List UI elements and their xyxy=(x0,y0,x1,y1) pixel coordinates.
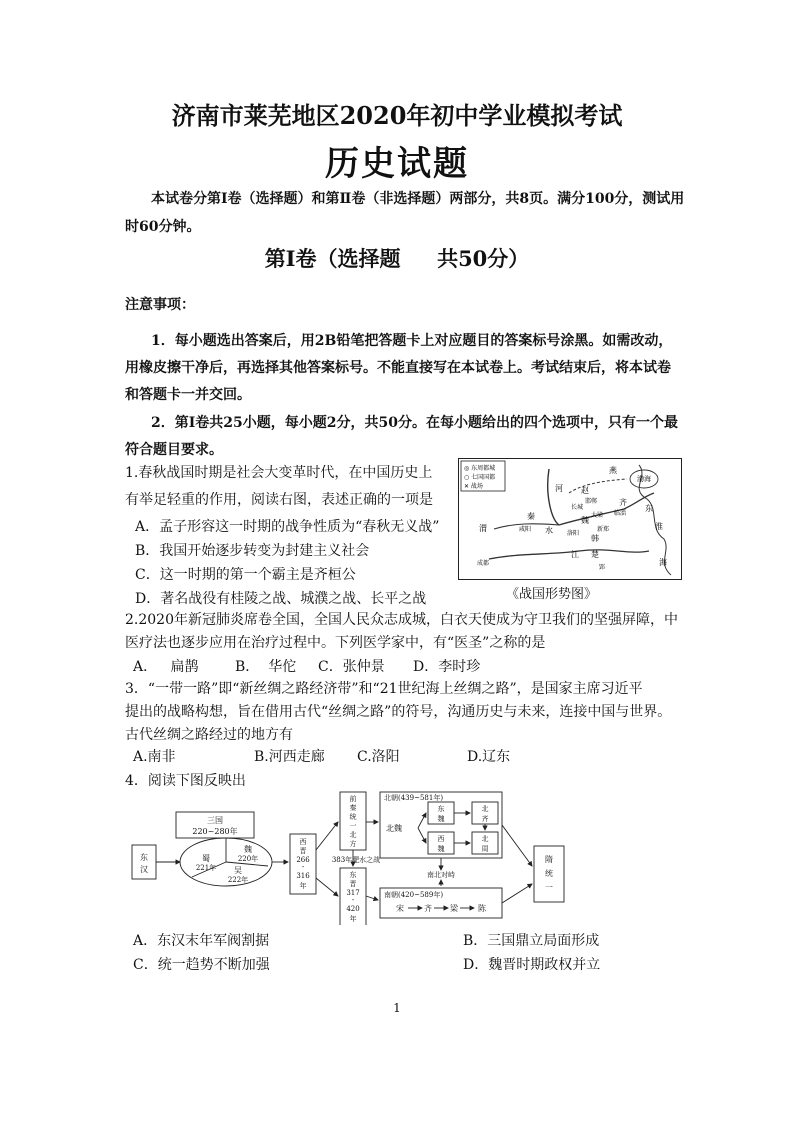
section-title: 第Ⅰ卷（选择题 共50分） xyxy=(264,246,530,271)
q1-stem-line2: 有举足轻重的作用，阅读右图，表述正确的一项是 xyxy=(125,492,433,508)
diag-xijin-6: 年 xyxy=(299,882,307,890)
diag-sui-3: 一 xyxy=(545,883,553,892)
diag-qianqin-6: 方 xyxy=(349,840,357,848)
diag-xijin-2: 晋 xyxy=(299,847,307,855)
diag-dongjin-6: 年 xyxy=(349,915,357,923)
notice-label: 注意事项： xyxy=(125,297,195,313)
diag-dongjin-1: 东 xyxy=(349,871,357,879)
q3-option-a: A.南非 xyxy=(133,749,176,765)
diag-qianqin-4: 一 xyxy=(349,822,357,830)
diag-dongwei-2: 魏 xyxy=(437,815,445,823)
diag-sanguo-years: 220~280年 xyxy=(192,827,238,836)
diag-dongwei-1: 东 xyxy=(437,805,445,813)
q3-option-b: B.河西走廊 xyxy=(254,749,325,765)
diag-nanbei: 南北对峙 xyxy=(427,871,455,879)
notice-1: 1．每小题选出答案后，用2B铅笔把答题卡上对应题目的答案标号涂黑。如需改动，用橡皮擦干净后，再选择其他答案标号。不能直接写在本试卷上。考试结束后，将本试卷和答题卡一并交回。 xyxy=(125,333,673,403)
q4-option-d: D．魏晋时期政权并立 xyxy=(463,957,601,973)
map-label-huai: 淮 xyxy=(655,522,663,531)
page-number: 1 xyxy=(393,1001,401,1015)
map-label-xinzheng: 新郑 xyxy=(597,526,610,533)
map-label-chengdu: 成都 xyxy=(477,560,490,567)
diag-chen: 陈 xyxy=(478,904,486,913)
q2-option-c: C．张仲景 xyxy=(318,659,385,675)
diag-xijin-3: 266 xyxy=(296,856,310,864)
diag-wei: 魏 xyxy=(244,845,252,854)
dynasty-flow-diagram xyxy=(130,790,570,929)
q4-option-b: B．三国鼎立局面形成 xyxy=(463,933,600,949)
diag-sanguo: 三国 xyxy=(207,816,223,825)
map-label-he: 河 xyxy=(555,484,563,493)
q4-stem: 4．阅读下图反映出 xyxy=(125,773,246,789)
map-label-ying: 郢 xyxy=(599,564,606,571)
q2-option-d: D．李时珍 xyxy=(413,659,481,675)
map-label-chu: 楚 xyxy=(591,550,599,559)
diag-donghan-1: 东 xyxy=(140,853,148,862)
diag-wu-year: 222年 xyxy=(227,876,249,884)
exam-subtitle: 历史试题 xyxy=(325,144,469,184)
diag-shu: 蜀 xyxy=(202,854,210,863)
diag-qianqin-2: 秦 xyxy=(349,804,357,812)
map-label-jiang: 江 xyxy=(571,550,579,559)
map-label-xianyang: 咸阳 xyxy=(519,526,532,533)
map-label-changcheng: 长城 xyxy=(571,504,584,511)
map-label-yan: 燕 xyxy=(609,466,617,475)
diag-dongjin-2: 晋 xyxy=(349,880,357,888)
diag-shu-year: 221年 xyxy=(195,864,217,872)
diag-beizhou-1: 北 xyxy=(481,835,489,843)
map-label-shui: 水 xyxy=(545,526,553,535)
map-label-wei: 魏 xyxy=(581,516,589,525)
diag-beichao: 北朝(439~581年) xyxy=(384,794,444,802)
map-label-handan: 邯郸 xyxy=(585,498,598,505)
warring-states-map xyxy=(458,458,682,580)
q4-option-c: C．统一趋势不断加强 xyxy=(133,957,270,973)
diag-wei-year: 220年 xyxy=(237,855,259,863)
exam-title: 济南市莱芜地区2020年初中学业模拟考试 xyxy=(171,101,623,130)
diag-qianqin-5: 北 xyxy=(349,831,357,839)
diag-liang: 梁 xyxy=(450,904,458,913)
exam-intro: 本试卷分第Ⅰ卷（选择题）和第Ⅱ卷（非选择题）两部分，共8页。满分100分，测试用时60分钟。 xyxy=(125,191,685,235)
map-label-luoyang: 洛阳 xyxy=(567,530,580,537)
map-label-qin: 秦 xyxy=(527,512,535,521)
map-label-hai: 海 xyxy=(659,558,667,567)
q2-option-b: B． 华佗 xyxy=(235,659,297,675)
q3-stem-line1: 3．“一带一路”即“新丝绸之路经济带”和“21世纪海上丝绸之路”，是国家主席习近平 xyxy=(125,681,643,697)
diag-beiqi-1: 北 xyxy=(481,805,489,813)
notice-2: 2．第Ⅰ卷共25小题，每小题2分，共50分。在每小题给出的四个选项中，只有一个最符合题目要求。 xyxy=(125,415,678,458)
diag-qi: 齐 xyxy=(424,904,432,913)
map-label-qi: 齐 xyxy=(619,498,627,507)
map-label-dong: 东 xyxy=(645,504,653,513)
map-label-han: 韩 xyxy=(591,534,599,543)
q3-stem-line3: 古代丝绸之路经过的地方有 xyxy=(125,727,293,743)
q1-stem-line1: 1.春秋战国时期是社会大变革时代，在中国历史上 xyxy=(125,465,433,481)
diag-sui-1: 隋 xyxy=(545,855,553,864)
diag-sui-2: 统 xyxy=(545,869,553,878)
q2-option-a: A． 扁鹊 xyxy=(133,659,199,675)
diag-wu: 吴 xyxy=(234,866,242,875)
diag-xiwei-1: 西 xyxy=(437,835,445,843)
q3-option-c: C.洛阳 xyxy=(357,749,400,765)
map-legend-2: ○ 七国国都 xyxy=(464,474,496,481)
diag-dongjin-5: 420 xyxy=(346,905,360,913)
map-caption: 《战国形势图》 xyxy=(506,587,598,602)
diag-feishui: 383年淝水之战 xyxy=(331,856,381,864)
q2-stem-line1: 2.2020年新冠肺炎席卷全国，全国人民众志成城，白衣天使成为守卫我们的坚强屏障，中 xyxy=(125,612,678,628)
diag-donghan-2: 汉 xyxy=(140,865,148,874)
q1-option-c: C．这一时期的第一个霸主是齐桓公 xyxy=(135,567,356,583)
diag-beiwei: 北魏 xyxy=(386,824,402,833)
diag-xijin-5: 316 xyxy=(296,872,310,880)
map-label-wei-river: 渭 xyxy=(479,524,487,533)
diag-qianqin-3: 统 xyxy=(349,813,357,821)
map-legend-3: ✕ 战场 xyxy=(464,483,483,490)
diag-qianqin-1: 前 xyxy=(349,795,357,803)
diag-beizhou-2: 周 xyxy=(481,845,489,853)
q4-option-a: A．东汉末年军阀割据 xyxy=(133,933,270,949)
map-label-linzi: 临淄 xyxy=(614,510,627,517)
q1-option-a: A．孟子形容这一时期的战争性质为“春秋无义战” xyxy=(135,519,440,535)
map-label-zhao: 赵 xyxy=(581,486,589,495)
q2-stem-line2: 医疗法也逐步应用在治疗过程中。下列医学家中，有“医圣”之称的是 xyxy=(125,635,546,651)
diag-nanchao: 南朝(420~589年) xyxy=(384,891,444,899)
map-label-daliang: 大梁 xyxy=(591,512,604,519)
diag-xijin-4: - xyxy=(301,863,305,871)
map-label-bohai: 渤海 xyxy=(637,475,651,483)
q3-stem-line2: 提出的战略构想，旨在借用古代“丝绸之路”的符号，沟通历史与未来，连接中国与世界。 xyxy=(125,704,672,720)
diag-dongjin-4: - xyxy=(351,896,355,904)
diag-song: 宋 xyxy=(396,904,404,913)
map-legend-1: ◎ 东周都城 xyxy=(464,465,496,472)
q3-option-d: D.辽东 xyxy=(467,749,511,765)
q1-option-d: D．著名战役有桂陵之战、城濮之战、长平之战 xyxy=(135,591,427,607)
diag-dongjin-3: 317 xyxy=(346,889,360,897)
diag-xiwei-2: 魏 xyxy=(437,845,445,853)
q1-option-b: B．我国开始逐步转变为封建主义社会 xyxy=(135,543,370,559)
diag-beiqi-2: 齐 xyxy=(481,815,489,823)
diag-xijin-1: 西 xyxy=(299,838,307,846)
